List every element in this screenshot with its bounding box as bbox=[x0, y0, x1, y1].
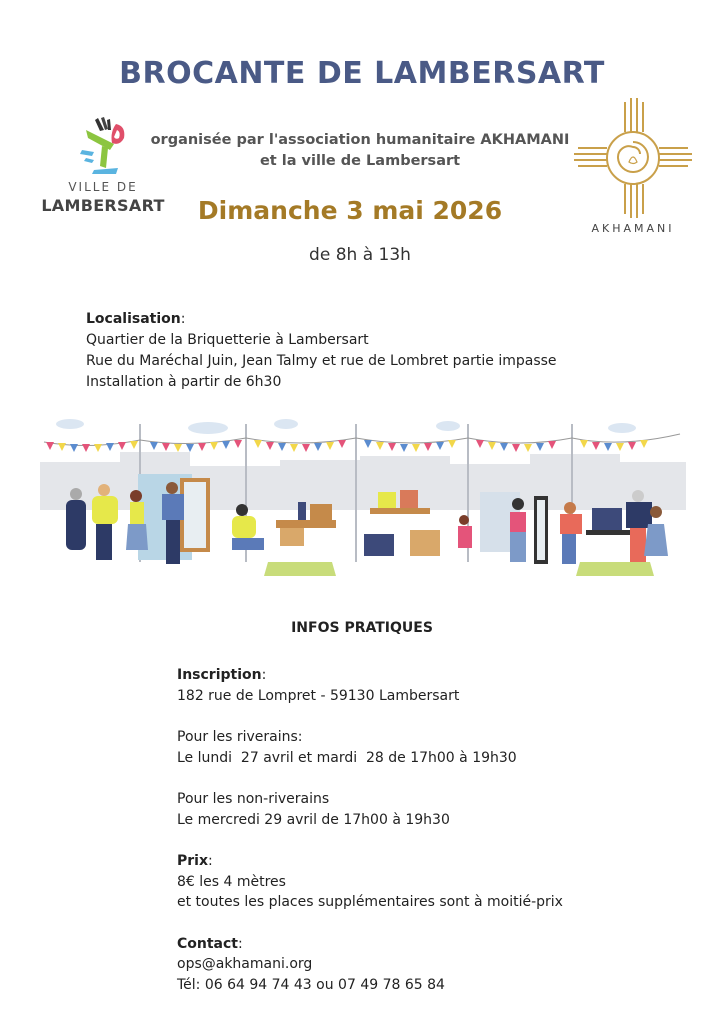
ville-de-lambersart-logo-icon bbox=[80, 116, 130, 178]
non-riverains-label: Pour les non-riverains bbox=[177, 791, 330, 807]
flea-market-illustration bbox=[40, 412, 686, 588]
ville-de-label: VILLE DE bbox=[68, 180, 138, 194]
location-colon: : bbox=[180, 311, 186, 327]
location-line: Quartier de la Briquetterie à Lambersart bbox=[86, 332, 369, 348]
prix-block bbox=[177, 851, 563, 913]
infos-section bbox=[177, 665, 563, 1016]
inscription-label: Inscription bbox=[177, 667, 262, 683]
event-hours: de 8h à 13h bbox=[309, 245, 411, 265]
contact-block bbox=[177, 934, 563, 996]
ville-de-lambersart-logo bbox=[40, 116, 166, 216]
inscription-colon: : bbox=[261, 667, 267, 683]
akhamani-label: AKHAMANI bbox=[591, 222, 675, 235]
prix-colon: : bbox=[208, 853, 213, 869]
zia-sun-lotus-icon bbox=[574, 98, 692, 218]
location-label: Localisation bbox=[86, 311, 181, 327]
non-riverains-schedule: Le mercredi 29 avril de 17h00 à 19h30 bbox=[177, 811, 450, 828]
akhamani-logo bbox=[574, 98, 692, 238]
location-line: Rue du Maréchal Juin, Jean Talmy et rue de Lombret partie impasse bbox=[86, 353, 557, 369]
prix-label: Prix bbox=[177, 853, 208, 869]
location-section bbox=[86, 309, 557, 393]
prix-line-2: et toutes les places supplémentaires sont à moitié-prix bbox=[177, 894, 563, 910]
organiser-line-1: organisée par l'association humanitaire AKHAMANI bbox=[150, 132, 570, 148]
inscription-block bbox=[177, 665, 563, 706]
prix-line-1: 8€ les 4 mètres bbox=[177, 873, 286, 890]
lambersart-label: LAMBERSART bbox=[41, 196, 165, 215]
location-line: Installation à partir de 6h30 bbox=[86, 374, 282, 390]
contact-colon: : bbox=[238, 935, 243, 952]
contact-email[interactable]: ops@akhamani.org bbox=[177, 956, 313, 972]
contact-label: Contact bbox=[177, 935, 238, 952]
organiser-text bbox=[150, 130, 570, 172]
page-title: BROCANTE DE LAMBERSART bbox=[119, 56, 605, 91]
riverains-label: Pour les riverains: bbox=[177, 729, 303, 745]
inscription-address: 182 rue de Lompret - 59130 Lambersart bbox=[177, 687, 460, 704]
non-riverains-block bbox=[177, 789, 563, 830]
infos-pratiques-heading: INFOS PRATIQUES bbox=[291, 620, 433, 636]
contact-phone[interactable]: Tél: 06 64 94 74 43 ou 07 49 78 65 84 bbox=[177, 976, 445, 993]
flea-market-scene-icon bbox=[40, 412, 686, 588]
organiser-line-2: et la ville de Lambersart bbox=[259, 153, 461, 169]
riverains-block bbox=[177, 727, 563, 768]
event-date: Dimanche 3 mai 2026 bbox=[197, 196, 503, 225]
riverains-schedule: Le lundi 27 avril et mardi 28 de 17h00 à 19h30 bbox=[177, 749, 517, 766]
